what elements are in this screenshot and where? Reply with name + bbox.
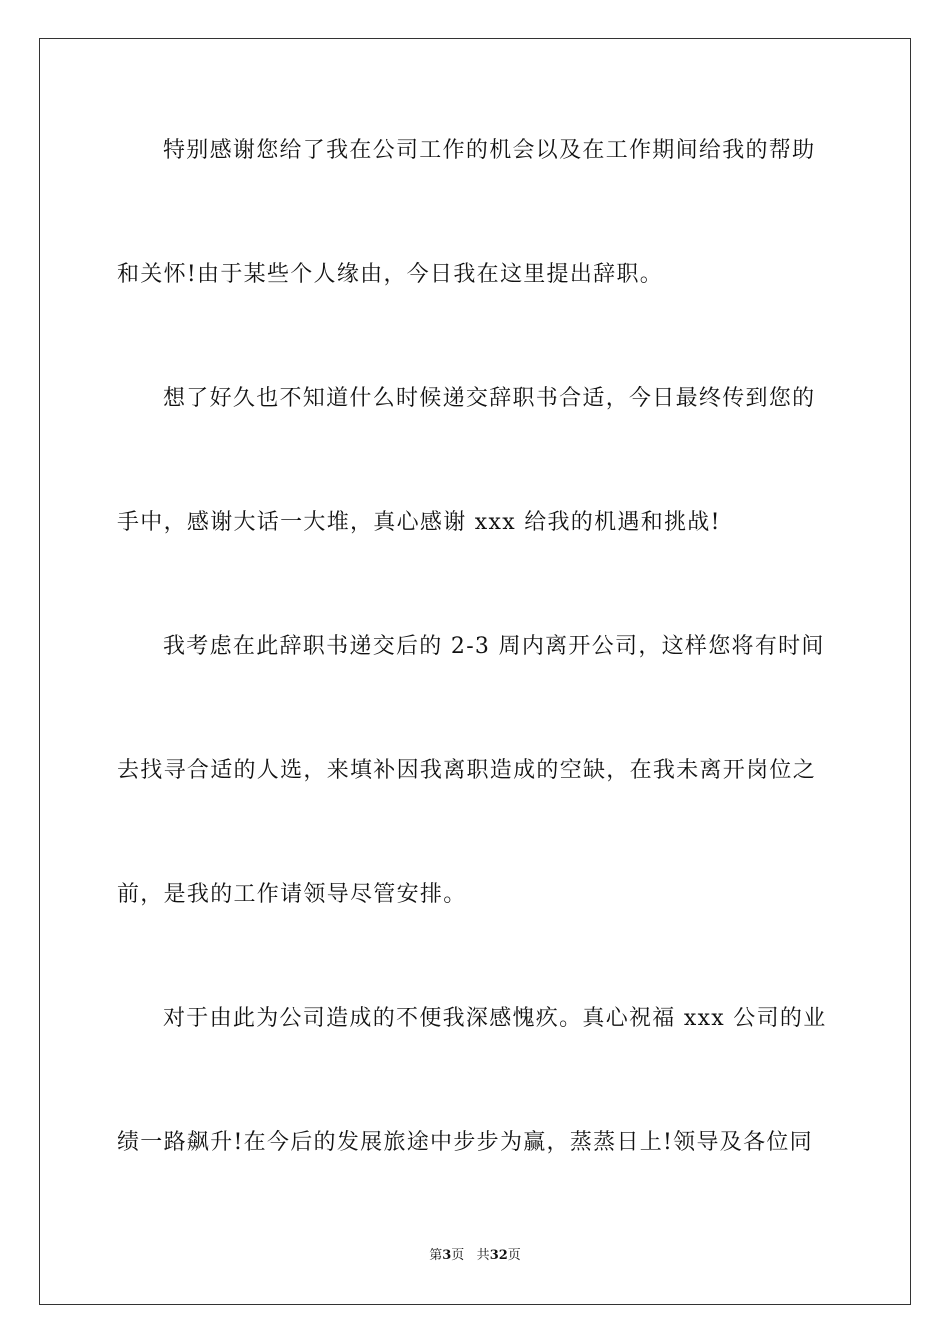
body-line-2: 和关怀!由于某些个人缘由，今日我在这里提出辞职。 xyxy=(117,262,664,287)
body-line-3: 想了好久也不知道什么时候递交辞职书合适，今日最终传到您的 xyxy=(163,386,816,411)
body-line-8: 对于由此为公司造成的不便我深感愧疚。真心祝福 xxx 公司的业 xyxy=(163,1006,827,1031)
current-page-number: 3 xyxy=(442,1248,452,1263)
total-page-count: 32 xyxy=(489,1248,508,1263)
footer-total-suffix: 页 xyxy=(507,1248,521,1263)
footer-page-suffix: 页 xyxy=(451,1248,465,1263)
body-line-1: 特别感谢您给了我在公司工作的机会以及在工作期间给我的帮助 xyxy=(163,138,816,163)
page-footer xyxy=(0,1247,950,1265)
body-line-5: 我考虑在此辞职书递交后的 2-3 周内离开公司，这样您将有时间 xyxy=(163,634,825,659)
body-line-4: 手中，感谢大话一大堆，真心感谢 xxx 给我的机遇和挑战! xyxy=(117,510,721,535)
body-line-9: 绩一路飙升!在今后的发展旅途中步步为赢，蒸蒸日上!领导及各位同 xyxy=(117,1130,813,1155)
body-line-6: 去找寻合适的人选，来填补因我离职造成的空缺，在我未离开岗位之 xyxy=(117,758,817,783)
body-line-7: 前，是我的工作请领导尽管安排。 xyxy=(117,882,467,907)
footer-total-prefix: 共 xyxy=(476,1248,490,1263)
page-border xyxy=(39,38,911,1305)
footer-prefix: 第 xyxy=(429,1248,443,1263)
